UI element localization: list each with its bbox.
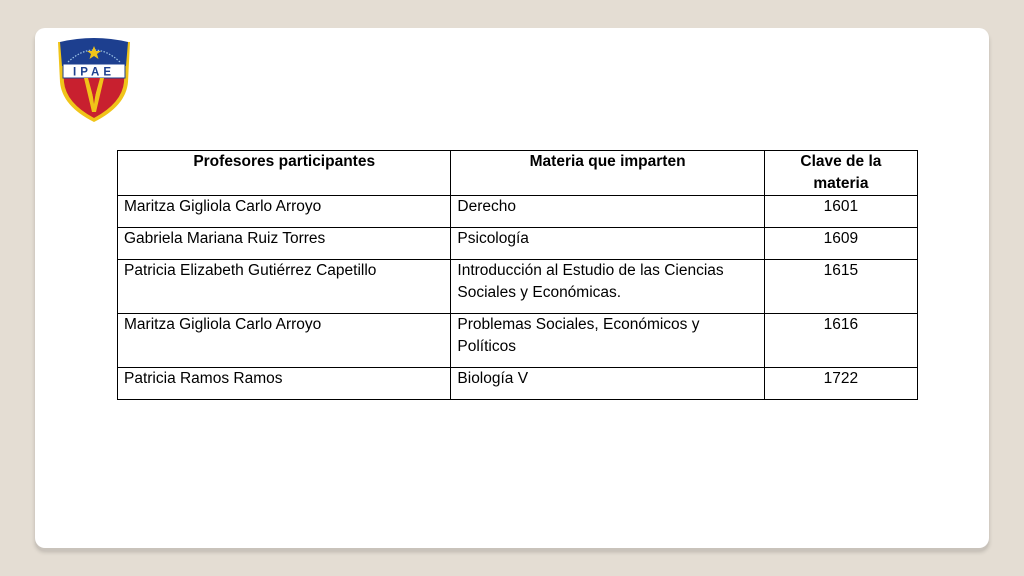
subject-name: Introducción al Estudio de las Ciencias Sociales y Económicas. [451, 260, 764, 314]
subject-code: 1615 [764, 260, 917, 314]
subject-name: Biología V [451, 368, 764, 400]
table-row [118, 260, 918, 314]
subject-name: Derecho [451, 196, 764, 228]
professor-name: Maritza Gigliola Carlo Arroyo [118, 196, 451, 228]
subject-code: 1609 [764, 228, 917, 260]
subject-code: 1722 [764, 368, 917, 400]
logo-text: IPAE [73, 66, 115, 79]
professor-name: Patricia Elizabeth Gutiérrez Capetillo [118, 260, 451, 314]
subject-name: Psicología [451, 228, 764, 260]
column-header-professors: Profesores participantes [118, 151, 451, 196]
subject-name: Problemas Sociales, Económicos y Políticos [451, 314, 764, 368]
table-row [118, 196, 918, 228]
professor-name: Maritza Gigliola Carlo Arroyo [118, 314, 451, 368]
table-row [118, 228, 918, 260]
subject-code: 1616 [764, 314, 917, 368]
table-row [118, 314, 918, 368]
ipae-logo [54, 36, 134, 124]
column-header-subject: Materia que imparten [451, 151, 764, 196]
subject-code: 1601 [764, 196, 917, 228]
professor-name: Gabriela Mariana Ruiz Torres [118, 228, 451, 260]
column-header-subject-code: Clave de la materia [764, 151, 917, 196]
table-row [118, 368, 918, 400]
professors-table [117, 150, 918, 400]
table-header-row [118, 151, 918, 196]
professor-name: Patricia Ramos Ramos [118, 368, 451, 400]
